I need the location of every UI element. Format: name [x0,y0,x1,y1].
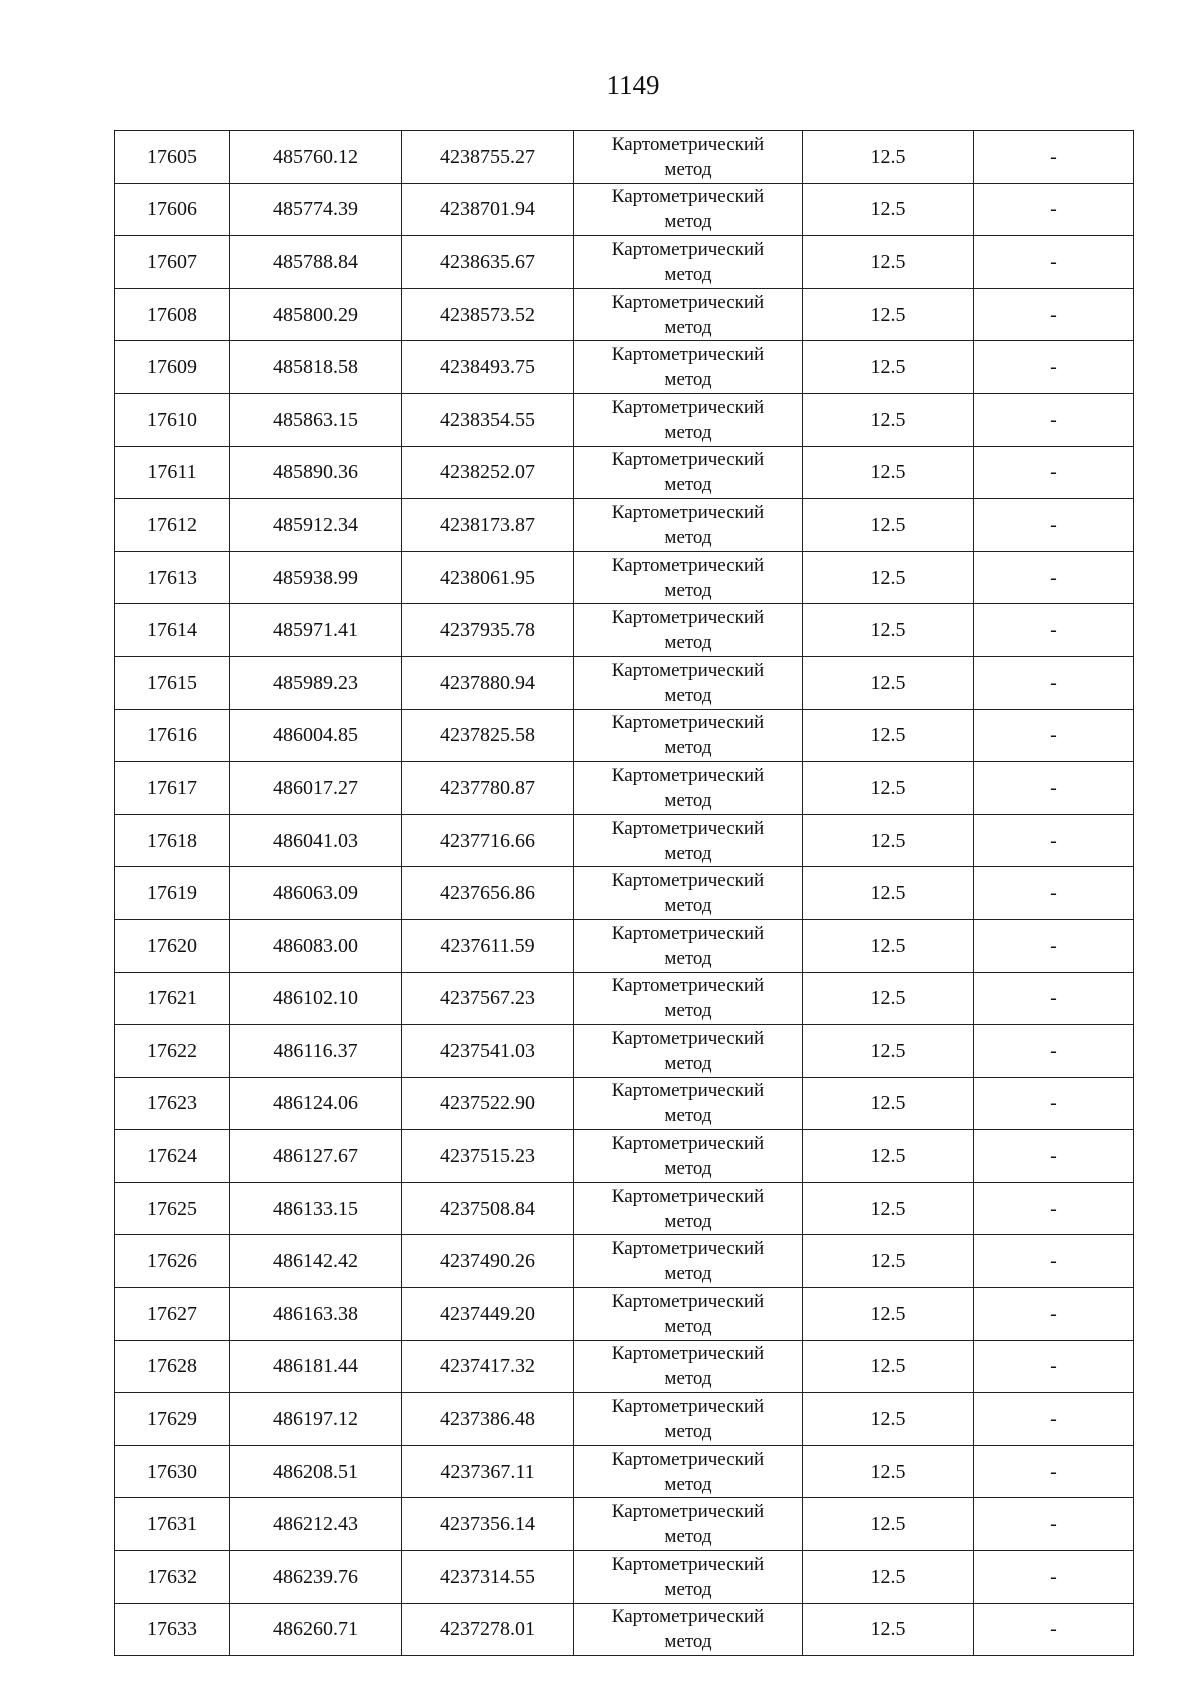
method-cell [574,393,803,446]
x-coordinate-cell: 486212.43 [230,1498,402,1551]
y-coordinate-cell: 4237935.78 [402,604,574,657]
method-line-1: Картометрический [611,870,765,892]
table-row [115,1182,1134,1235]
note-cell: - [974,1445,1134,1498]
method-cell [574,762,803,815]
method-line-2: метод [664,737,712,759]
y-coordinate-cell: 4238755.27 [402,131,574,184]
method-line-1: Картометрический [611,1396,765,1418]
x-coordinate-cell: 485760.12 [230,131,402,184]
accuracy-cell: 12.5 [803,656,974,709]
page-number: 1149 [606,70,660,100]
x-coordinate-cell: 486133.15 [230,1182,402,1235]
table-row [115,393,1134,446]
accuracy-cell: 12.5 [803,551,974,604]
note-cell: - [974,183,1134,236]
method-line-1: Картометрический [611,1448,765,1470]
x-coordinate-cell: 485971.41 [230,604,402,657]
x-coordinate-cell: 486260.71 [230,1603,402,1656]
method-line-1: Картометрический [611,396,765,418]
method-line-2: метод [664,895,712,917]
method-line-1: Картометрический [611,1238,765,1260]
y-coordinate-cell: 4237367.11 [402,1445,574,1498]
method-cell [574,341,803,394]
x-coordinate-cell: 485818.58 [230,341,402,394]
method-line-2: метод [664,421,712,443]
method-cell [574,1025,803,1078]
table-row [115,236,1134,289]
accuracy-cell: 12.5 [803,1130,974,1183]
y-coordinate-cell: 4237278.01 [402,1603,574,1656]
method-line-2: метод [664,1631,712,1653]
table-row [115,1445,1134,1498]
table-row [115,183,1134,236]
accuracy-cell: 12.5 [803,1498,974,1551]
y-coordinate-cell: 4237656.86 [402,867,574,920]
table-row [115,972,1134,1025]
method-line-1: Картометрический [611,1027,765,1049]
method-line-1: Картометрический [611,1133,765,1155]
note-cell: - [974,341,1134,394]
note-cell: - [974,919,1134,972]
accuracy-cell: 12.5 [803,1445,974,1498]
accuracy-cell: 12.5 [803,341,974,394]
method-cell [574,131,803,184]
x-coordinate-cell: 485938.99 [230,551,402,604]
table-row [115,1288,1134,1341]
point-number-cell: 17625 [115,1182,230,1235]
y-coordinate-cell: 4238635.67 [402,236,574,289]
accuracy-cell: 12.5 [803,1551,974,1604]
point-number-cell: 17612 [115,499,230,552]
method-cell [574,867,803,920]
note-cell: - [974,1393,1134,1446]
method-line-2: метод [664,1368,712,1390]
note-cell: - [974,499,1134,552]
x-coordinate-cell: 486063.09 [230,867,402,920]
accuracy-cell: 12.5 [803,709,974,762]
point-number-cell: 17630 [115,1445,230,1498]
x-coordinate-cell: 486239.76 [230,1551,402,1604]
point-number-cell: 17633 [115,1603,230,1656]
table-row [115,762,1134,815]
point-number-cell: 17607 [115,236,230,289]
accuracy-cell: 12.5 [803,604,974,657]
note-cell: - [974,1498,1134,1551]
method-line-1: Картометрический [611,186,765,208]
accuracy-cell: 12.5 [803,1182,974,1235]
method-line-2: метод [664,579,712,601]
accuracy-cell: 12.5 [803,1235,974,1288]
accuracy-cell: 12.5 [803,1603,974,1656]
method-cell [574,709,803,762]
y-coordinate-cell: 4237314.55 [402,1551,574,1604]
y-coordinate-cell: 4238573.52 [402,288,574,341]
method-line-2: метод [664,1263,712,1285]
y-coordinate-cell: 4238061.95 [402,551,574,604]
method-line-2: метод [664,211,712,233]
note-cell: - [974,1182,1134,1235]
accuracy-cell: 12.5 [803,288,974,341]
note-cell: - [974,1130,1134,1183]
y-coordinate-cell: 4238354.55 [402,393,574,446]
method-line-2: метод [664,632,712,654]
method-line-1: Картометрический [611,554,765,576]
method-cell [574,656,803,709]
note-cell: - [974,1551,1134,1604]
method-cell [574,183,803,236]
note-cell: - [974,1288,1134,1341]
table-row [115,604,1134,657]
y-coordinate-cell: 4237449.20 [402,1288,574,1341]
x-coordinate-cell: 485989.23 [230,656,402,709]
point-number-cell: 17611 [115,446,230,499]
y-coordinate-cell: 4237386.48 [402,1393,574,1446]
method-line-1: Картометрический [611,133,765,155]
x-coordinate-cell: 486102.10 [230,972,402,1025]
y-coordinate-cell: 4237567.23 [402,972,574,1025]
method-line-1: Картометрический [611,975,765,997]
table-row [115,1393,1134,1446]
y-coordinate-cell: 4237522.90 [402,1077,574,1130]
table-row [115,814,1134,867]
method-cell [574,446,803,499]
method-line-2: метод [664,1052,712,1074]
table-row [115,131,1134,184]
point-number-cell: 17617 [115,762,230,815]
x-coordinate-cell: 485863.15 [230,393,402,446]
method-line-2: метод [664,158,712,180]
accuracy-cell: 12.5 [803,1025,974,1078]
accuracy-cell: 12.5 [803,446,974,499]
table-row [115,499,1134,552]
table-row [115,288,1134,341]
method-line-2: метод [664,526,712,548]
accuracy-cell: 12.5 [803,814,974,867]
method-cell [574,972,803,1025]
method-cell [574,551,803,604]
method-line-2: метод [664,947,712,969]
x-coordinate-cell: 485774.39 [230,183,402,236]
x-coordinate-cell: 486197.12 [230,1393,402,1446]
table-row [115,709,1134,762]
point-number-cell: 17608 [115,288,230,341]
note-cell: - [974,867,1134,920]
x-coordinate-cell: 486004.85 [230,709,402,762]
accuracy-cell: 12.5 [803,1077,974,1130]
x-coordinate-cell: 486208.51 [230,1445,402,1498]
accuracy-cell: 12.5 [803,919,974,972]
accuracy-cell: 12.5 [803,1340,974,1393]
y-coordinate-cell: 4237417.32 [402,1340,574,1393]
method-cell [574,1393,803,1446]
point-number-cell: 17629 [115,1393,230,1446]
point-number-cell: 17628 [115,1340,230,1393]
method-line-2: метод [664,1105,712,1127]
x-coordinate-cell: 485800.29 [230,288,402,341]
note-cell: - [974,551,1134,604]
point-number-cell: 17616 [115,709,230,762]
method-line-2: метод [664,789,712,811]
table-row [115,1025,1134,1078]
table-row [115,1077,1134,1130]
x-coordinate-cell: 486017.27 [230,762,402,815]
note-cell: - [974,814,1134,867]
note-cell: - [974,709,1134,762]
x-coordinate-cell: 486124.06 [230,1077,402,1130]
method-line-2: метод [664,1210,712,1232]
method-line-1: Картометрический [611,817,765,839]
table-row [115,446,1134,499]
method-cell [574,1235,803,1288]
method-line-2: метод [664,842,712,864]
y-coordinate-cell: 4238493.75 [402,341,574,394]
method-line-1: Картометрический [611,922,765,944]
method-line-1: Картометрический [611,501,765,523]
table-row [115,1235,1134,1288]
y-coordinate-cell: 4237541.03 [402,1025,574,1078]
point-number-cell: 17619 [115,867,230,920]
table-row [115,1551,1134,1604]
note-cell: - [974,1340,1134,1393]
method-cell [574,1182,803,1235]
point-number-cell: 17620 [115,919,230,972]
method-cell [574,1498,803,1551]
method-line-1: Картометрический [611,238,765,260]
point-number-cell: 17624 [115,1130,230,1183]
note-cell: - [974,288,1134,341]
x-coordinate-cell: 485788.84 [230,236,402,289]
x-coordinate-cell: 486116.37 [230,1025,402,1078]
method-line-1: Картометрический [611,1606,765,1628]
method-line-1: Картометрический [611,1080,765,1102]
coordinates-table-body [115,131,1134,1656]
y-coordinate-cell: 4237356.14 [402,1498,574,1551]
table-row [115,341,1134,394]
table-row [115,656,1134,709]
accuracy-cell: 12.5 [803,867,974,920]
note-cell: - [974,762,1134,815]
note-cell: - [974,446,1134,499]
accuracy-cell: 12.5 [803,1288,974,1341]
method-cell [574,1445,803,1498]
y-coordinate-cell: 4237880.94 [402,656,574,709]
x-coordinate-cell: 486127.67 [230,1130,402,1183]
point-number-cell: 17615 [115,656,230,709]
table-row [115,1603,1134,1656]
method-line-2: метод [664,263,712,285]
method-line-2: метод [664,1578,712,1600]
point-number-cell: 17632 [115,1551,230,1604]
note-cell: - [974,393,1134,446]
method-cell [574,1077,803,1130]
accuracy-cell: 12.5 [803,236,974,289]
method-cell [574,1603,803,1656]
x-coordinate-cell: 485912.34 [230,499,402,552]
x-coordinate-cell: 486142.42 [230,1235,402,1288]
x-coordinate-cell: 485890.36 [230,446,402,499]
accuracy-cell: 12.5 [803,499,974,552]
method-line-2: метод [664,1158,712,1180]
table-row [115,867,1134,920]
method-line-2: метод [664,1526,712,1548]
method-line-1: Картометрический [611,1185,765,1207]
point-number-cell: 17622 [115,1025,230,1078]
point-number-cell: 17627 [115,1288,230,1341]
method-line-2: метод [664,684,712,706]
method-line-2: метод [664,369,712,391]
table-row [115,1340,1134,1393]
accuracy-cell: 12.5 [803,131,974,184]
point-number-cell: 17618 [115,814,230,867]
accuracy-cell: 12.5 [803,762,974,815]
accuracy-cell: 12.5 [803,393,974,446]
note-cell: - [974,1603,1134,1656]
method-line-1: Картометрический [611,607,765,629]
x-coordinate-cell: 486083.00 [230,919,402,972]
point-number-cell: 17621 [115,972,230,1025]
point-number-cell: 17605 [115,131,230,184]
method-line-1: Картометрический [611,1501,765,1523]
y-coordinate-cell: 4237825.58 [402,709,574,762]
method-cell [574,288,803,341]
method-cell [574,1340,803,1393]
point-number-cell: 17610 [115,393,230,446]
method-line-2: метод [664,1421,712,1443]
method-line-1: Картометрический [611,344,765,366]
table-row [115,919,1134,972]
accuracy-cell: 12.5 [803,972,974,1025]
method-line-1: Картометрический [611,1553,765,1575]
note-cell: - [974,1235,1134,1288]
point-number-cell: 17606 [115,183,230,236]
method-line-2: метод [664,1000,712,1022]
coordinates-table [114,130,1134,1656]
note-cell: - [974,1077,1134,1130]
point-number-cell: 17623 [115,1077,230,1130]
method-line-1: Картометрический [611,291,765,313]
note-cell: - [974,972,1134,1025]
method-cell [574,236,803,289]
note-cell: - [974,131,1134,184]
y-coordinate-cell: 4237611.59 [402,919,574,972]
y-coordinate-cell: 4238252.07 [402,446,574,499]
method-cell [574,499,803,552]
accuracy-cell: 12.5 [803,183,974,236]
x-coordinate-cell: 486041.03 [230,814,402,867]
y-coordinate-cell: 4237508.84 [402,1182,574,1235]
point-number-cell: 17613 [115,551,230,604]
method-cell [574,1130,803,1183]
y-coordinate-cell: 4237515.23 [402,1130,574,1183]
table-row [115,1498,1134,1551]
y-coordinate-cell: 4237716.66 [402,814,574,867]
point-number-cell: 17626 [115,1235,230,1288]
method-line-2: метод [664,1473,712,1495]
method-cell [574,1551,803,1604]
table-row [115,551,1134,604]
method-line-1: Картометрический [611,1290,765,1312]
y-coordinate-cell: 4237490.26 [402,1235,574,1288]
method-cell [574,604,803,657]
method-line-1: Картометрический [611,449,765,471]
method-line-2: метод [664,474,712,496]
method-line-1: Картометрический [611,712,765,734]
y-coordinate-cell: 4237780.87 [402,762,574,815]
table-row [115,1130,1134,1183]
method-cell [574,1288,803,1341]
y-coordinate-cell: 4238173.87 [402,499,574,552]
method-line-1: Картометрический [611,659,765,681]
method-cell [574,919,803,972]
point-number-cell: 17631 [115,1498,230,1551]
x-coordinate-cell: 486181.44 [230,1340,402,1393]
point-number-cell: 17609 [115,341,230,394]
note-cell: - [974,656,1134,709]
note-cell: - [974,1025,1134,1078]
accuracy-cell: 12.5 [803,1393,974,1446]
point-number-cell: 17614 [115,604,230,657]
method-line-2: метод [664,316,712,338]
note-cell: - [974,604,1134,657]
method-cell [574,814,803,867]
y-coordinate-cell: 4238701.94 [402,183,574,236]
method-line-1: Картометрический [611,764,765,786]
note-cell: - [974,236,1134,289]
x-coordinate-cell: 486163.38 [230,1288,402,1341]
method-line-2: метод [664,1315,712,1337]
method-line-1: Картометрический [611,1343,765,1365]
